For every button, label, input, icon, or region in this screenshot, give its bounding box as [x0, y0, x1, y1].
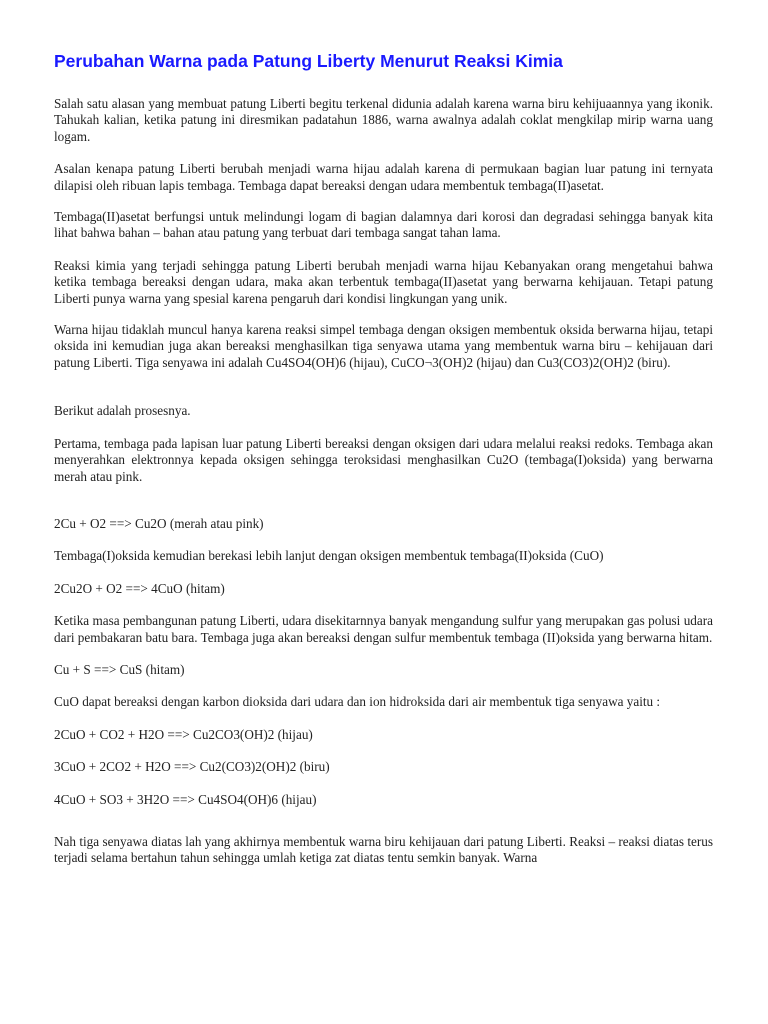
equation-1: 2Cu + O2 ==> Cu2O (merah atau pink) [54, 515, 264, 531]
equation-3: Cu + S ==> CuS (hitam) [54, 661, 185, 677]
document-title: Perubahan Warna pada Patung Liberty Menurut Reaksi Kimia [54, 51, 563, 71]
paragraph-sulfur: Ketika masa pembangunan patung Liberti, udara disekitarnnya banyak mengandung sulfur yang merupakan gas polusi udara dari pembakaran batu bara. Tembaga juga akan bereaksi dengan sulfur membentuk tembaga (II)oksida yang berwarna hitam. [54, 613, 713, 645]
document-body [54, 96, 713, 867]
equation-2: 2Cu2O + O2 ==> 4CuO (hitam) [54, 580, 225, 596]
equation-4: 2CuO + CO2 + H2O ==> Cu2CO3(OH)2 (hijau) [54, 726, 313, 742]
paragraph-three-compounds: CuO dapat bereaksi dengan karbon dioksida dari udara dan ion hidroksida dari air membentuk tiga senyawa yaitu : [54, 694, 661, 710]
paragraph-intro: Salah satu alasan yang membuat patung Liberti begitu terkenal didunia adalah karena warna biru kehijuaannya yang ikonik. Tahukah kalian, ketika patung ini diresmikan padatahun 1886, warna awalnya adalah coklat mengkilap mirip warna uang logam. [54, 96, 713, 144]
paragraph-acetate: Tembaga(II)asetat berfungsi untuk melindungi logam di bagian dalamnya dari korosi dan degradasi sehingga banyak kita lihat bahwa bahan – bahan atau patung yang terbuat dari tembaga sangat tahan lama. [54, 209, 713, 241]
paragraph-process-intro: Berikut adalah prosesnya. [54, 403, 191, 419]
equation-5: 3CuO + 2CO2 + H2O ==> Cu2(CO3)2(OH)2 (biru) [54, 759, 330, 775]
paragraph-green-color: Warna hijau tidaklah muncul hanya karena reaksi simpel tembaga dengan oksigen membentuk oksida berwarna hijau, tetapi oksida ini kemudian juga akan bereaksi menghasilkan tiga senyawa utama yang membentuk warna biru – kehijauan dari patung Liberti. Tiga senyawa ini adalah Cu4SO4(OH)6 (hijau), CuCO¬3(OH)2 (hijau) dan Cu3(CO3)2(OH)2 (biru). [54, 322, 713, 370]
paragraph-first-step: Pertama, tembaga pada lapisan luar patung Liberti bereaksi dengan oksigen dari udara melalui reaksi redoks. Tembaga akan menyerahkan elektronnya kepada oksigen sehingga teroksidasi menghasilkan Cu2O (tembaga(I)oksida) yang berwarna merah atau pink. [54, 435, 713, 484]
paragraph-reason: Asalan kenapa patung Liberti berubah menjadi warna hijau adalah karena di permukaan bagian luar patung ini ternyata dilapisi oleh ribuan lapis tembaga. Tembaga dapat bereaksi dengan udara membentuk tembaga(II)asetat. [54, 161, 713, 193]
paragraph-conclusion: Nah tiga senyawa diatas lah yang akhirnya membentuk warna biru kehijauan dari patung Liberti. Reaksi – reaksi diatas terus terjadi selama bertahun tahun sehingga umlah ketiga zat diatas tentu semkin banyak. Warna [54, 833, 713, 866]
paragraph-copper-oxide: Tembaga(I)oksida kemudian berekasi lebih lanjut dengan oksigen membentuk tembaga(II)oksida (CuO) [54, 548, 604, 564]
equation-6: 4CuO + SO3 + 3H2O ==> Cu4SO4(OH)6 (hijau) [54, 791, 317, 807]
paragraph-reaction: Reaksi kimia yang terjadi sehingga patung Liberti berubah menjadi warna hijau Kebanyakan orang mengetahui bahwa ketika tembaga bereaksi dengan udara, maka akan terbentuk tembaga(II)asetat yang berwarna kehijauan. Tetapi patung Liberti punya warna yang spesial karena pengaruh dari kondisi lingkungan yang unik. [54, 257, 713, 306]
